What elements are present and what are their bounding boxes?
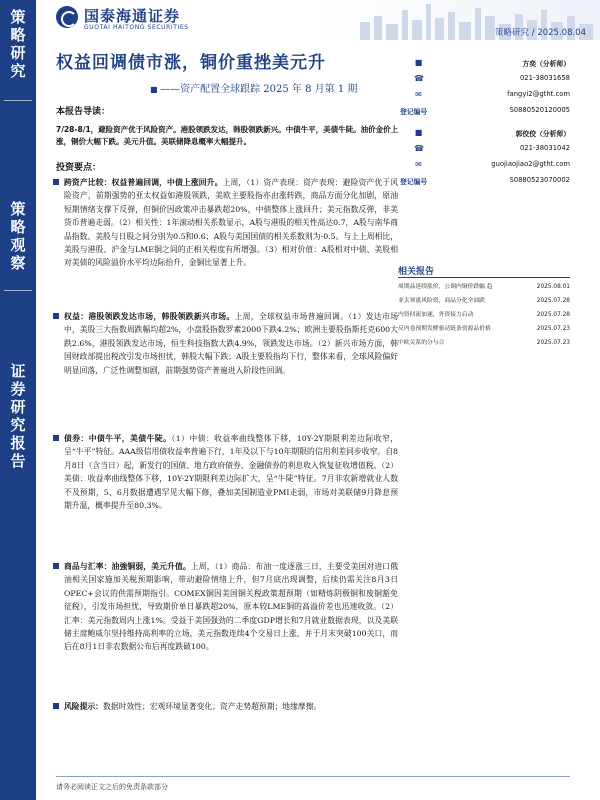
person-icon: ■ xyxy=(414,128,423,137)
bullet-square-icon xyxy=(53,563,59,569)
point-cross-asset: 跨资产比较：权益普遍回调，中债上涨回升。上周，（1）资产表现：资产表现：避险资产优于风险资产，前期强势的亚太权益如港股领跌，美欧主要股指亦由涨转跌，商品方面分化加剧，原油短期情绪支撑下反弹，但铜价因政策冲击暴跌超20%，中债整体上涨回升；美元指数反弹，非美货币普遍走弱。（2）相关性：1年滚动相关系数显示，A股与港股的相关性高达0.7，A股与南华商品指数、美股与日股之间分别为0.5和0.6；A股与美国国债的相关系数则为-0.5。与上上周相比，美股与港股、沪金与LME铜之间的正相关程度有所增强。（3）相对价值：A股相对中债、美股相对美债的风险溢价水平均边际抬升，金铜比显著上升。 xyxy=(64,176,398,270)
related-report-item[interactable]: 中欧关系的分与合 2025.07.23 xyxy=(398,340,570,346)
bullet-square-icon xyxy=(53,435,59,441)
analyst-phone: 021-38031042 xyxy=(519,144,570,152)
related-report-item[interactable]: 反内卷预期发酵驱动链条资源品价格 2025.07.23 xyxy=(398,326,570,332)
email-icon: ✉ xyxy=(415,90,422,99)
analyst-email[interactable]: fangyi2@gtht.com xyxy=(507,90,570,98)
related-report-item[interactable]: 内资回流加速，外资接力启动 2025.07.28 xyxy=(398,312,570,318)
report-title: 权益回调债市涨，铜价重挫美元升 xyxy=(56,53,326,73)
point-bonds: 债券：中债牛平，美债牛陡。（1）中债：收益率曲线整体下移，10Y-2Y期限利差边际收窄，呈“牛平”特征。AAA级信用债收益率普遍下行，1年及以下与10年期限的信用利差同步收窄。自8月8日（含当日）起，新发行的国债、地方政府债券、金融债券的利息收入恢复征收增值税。（2）美债：收益率曲线整体下移，10Y-2Y期限利差边际扩大，呈“牛陡”特征。7月非农新增就业人数不及预期，5、6月数据遭遇罕见大幅下修，叠加美国制造业PMI走弱，市场对美联储9月降息预期升温，概率提升至80.3%。 xyxy=(64,432,398,512)
guide-heading: 本报告导读： xyxy=(56,107,111,117)
guide-summary: 7/28-8/1，避险资产优于风险资产。港股领跌发达，韩股领跌新兴。中债牛平，美债牛陡。油价金价上涨，铜价大幅下跌。美元升值。美联储降息概率大幅提升。 xyxy=(56,125,399,146)
sidebar-divider xyxy=(4,100,32,101)
related-report-item[interactable]: 亚太领涨风险资，商品分化全油跌 2025.07.28 xyxy=(398,298,570,304)
sidebar-divider xyxy=(4,290,32,291)
disclaimer-footer: 请务必阅读正文之后的免责条款部分 xyxy=(56,783,168,791)
analyst-cert: S0880523070002 xyxy=(509,176,570,184)
analyst-phone: 021-38031658 xyxy=(519,74,570,82)
person-icon: ■ xyxy=(414,58,423,67)
company-name-en: GUOTAI HAITONG SECURITIES xyxy=(84,24,189,31)
related-report-item[interactable]: 周期品延续涨价，公调内铜价跌幅 趋 2025.08.01 xyxy=(398,284,570,290)
sidebar-label-strategy-observation: 策 略 观 察 xyxy=(10,200,26,272)
related-divider xyxy=(398,277,570,278)
phone-icon: ☎ xyxy=(414,74,424,83)
analyst-email[interactable]: guojiaojiao2@gtht.com xyxy=(491,160,570,168)
bullet-square-icon xyxy=(53,179,59,185)
point-commodity-fx: 商品与汇率：油強铜弱，美元升值。上周，（1）商品：布油一度逐涨三日，主要受美国对进口俄油相关国家施加关税预期影响，带动避险情绪上升，但7月底出现调整，后续仍需关注8月3日OPEC+会议的供需预期指引。COMEX铜因美国铜关税政策超预期（如精炼阴极铜和废铜豁免征税），引发市场担忧，导致期价单日暴跌超20%，原本较LME铜的高溢价差也迅速收敛。（2）汇率：美元指数周内上涨1%。受益于美国强劲的二季度GDP增长和7月就业数据表现，以及美联储主席鲍威尔坚持维持高利率的立场，美元指数连续4个交易日上涨，并于月末突破100关口，而后在8月1日非农数据公布后再度跌破100。 xyxy=(64,560,398,654)
analyst-name: 郭佼佼（分析师） xyxy=(515,130,570,138)
email-icon: ✉ xyxy=(415,160,422,169)
bullet-square-icon xyxy=(53,313,59,319)
page-header xyxy=(36,0,600,40)
company-name: 国泰海通证券 xyxy=(84,7,181,25)
cert-label: 登记编号 xyxy=(400,108,428,116)
sidebar-label-securities-report: 证 券 研 究 报 告 xyxy=(10,362,26,470)
analyst-name: 方奕（分析师） xyxy=(522,60,570,68)
company-logo-icon xyxy=(56,6,78,28)
left-sidebar xyxy=(0,0,36,800)
report-subtitle: ■ ——资产配置全球跟踪 2025 年 8 月第 1 期 xyxy=(150,80,357,95)
analyst-cert: S0880520120005 xyxy=(509,106,570,114)
header-category-date: 策略研究 / 2025.08.04 xyxy=(495,28,586,38)
phone-icon: ☎ xyxy=(414,144,424,153)
point-risk: 风险提示：数据时效性；宏观环境显著变化；资产走势超预期；地缘摩擦。 xyxy=(64,700,398,713)
bullet-square-icon xyxy=(53,703,59,709)
cert-label: 登记编号 xyxy=(400,178,428,186)
footer-divider xyxy=(56,776,570,777)
related-reports-heading: 相关报告 xyxy=(398,267,435,277)
sidebar-label-strategy-research: 策 略 研 究 xyxy=(10,8,26,80)
points-heading: 投资要点： xyxy=(56,163,102,173)
point-equity: 权益：港股领跌发达市场，韩股领跌新兴市场。上周，全球权益市场普遍回调。（1）发达市场中，美股三大指数周跌幅均超2%，小盘股指数罗素2000下跌4.2%；欧洲主要股指斯托克600大跌2.6%，港股领跌发达市场，恒生科技指数大跌4.9%，领跌发达市场。（2）新兴市场方面，韩国财政部提出税改引发市场担忧，韩股大幅下跌；A股主要股指均下行，整体来看，全球风险偏好明显回落，广泛性调整加剧，前期强势资产普遍进入阶段性回调。 xyxy=(64,310,398,377)
